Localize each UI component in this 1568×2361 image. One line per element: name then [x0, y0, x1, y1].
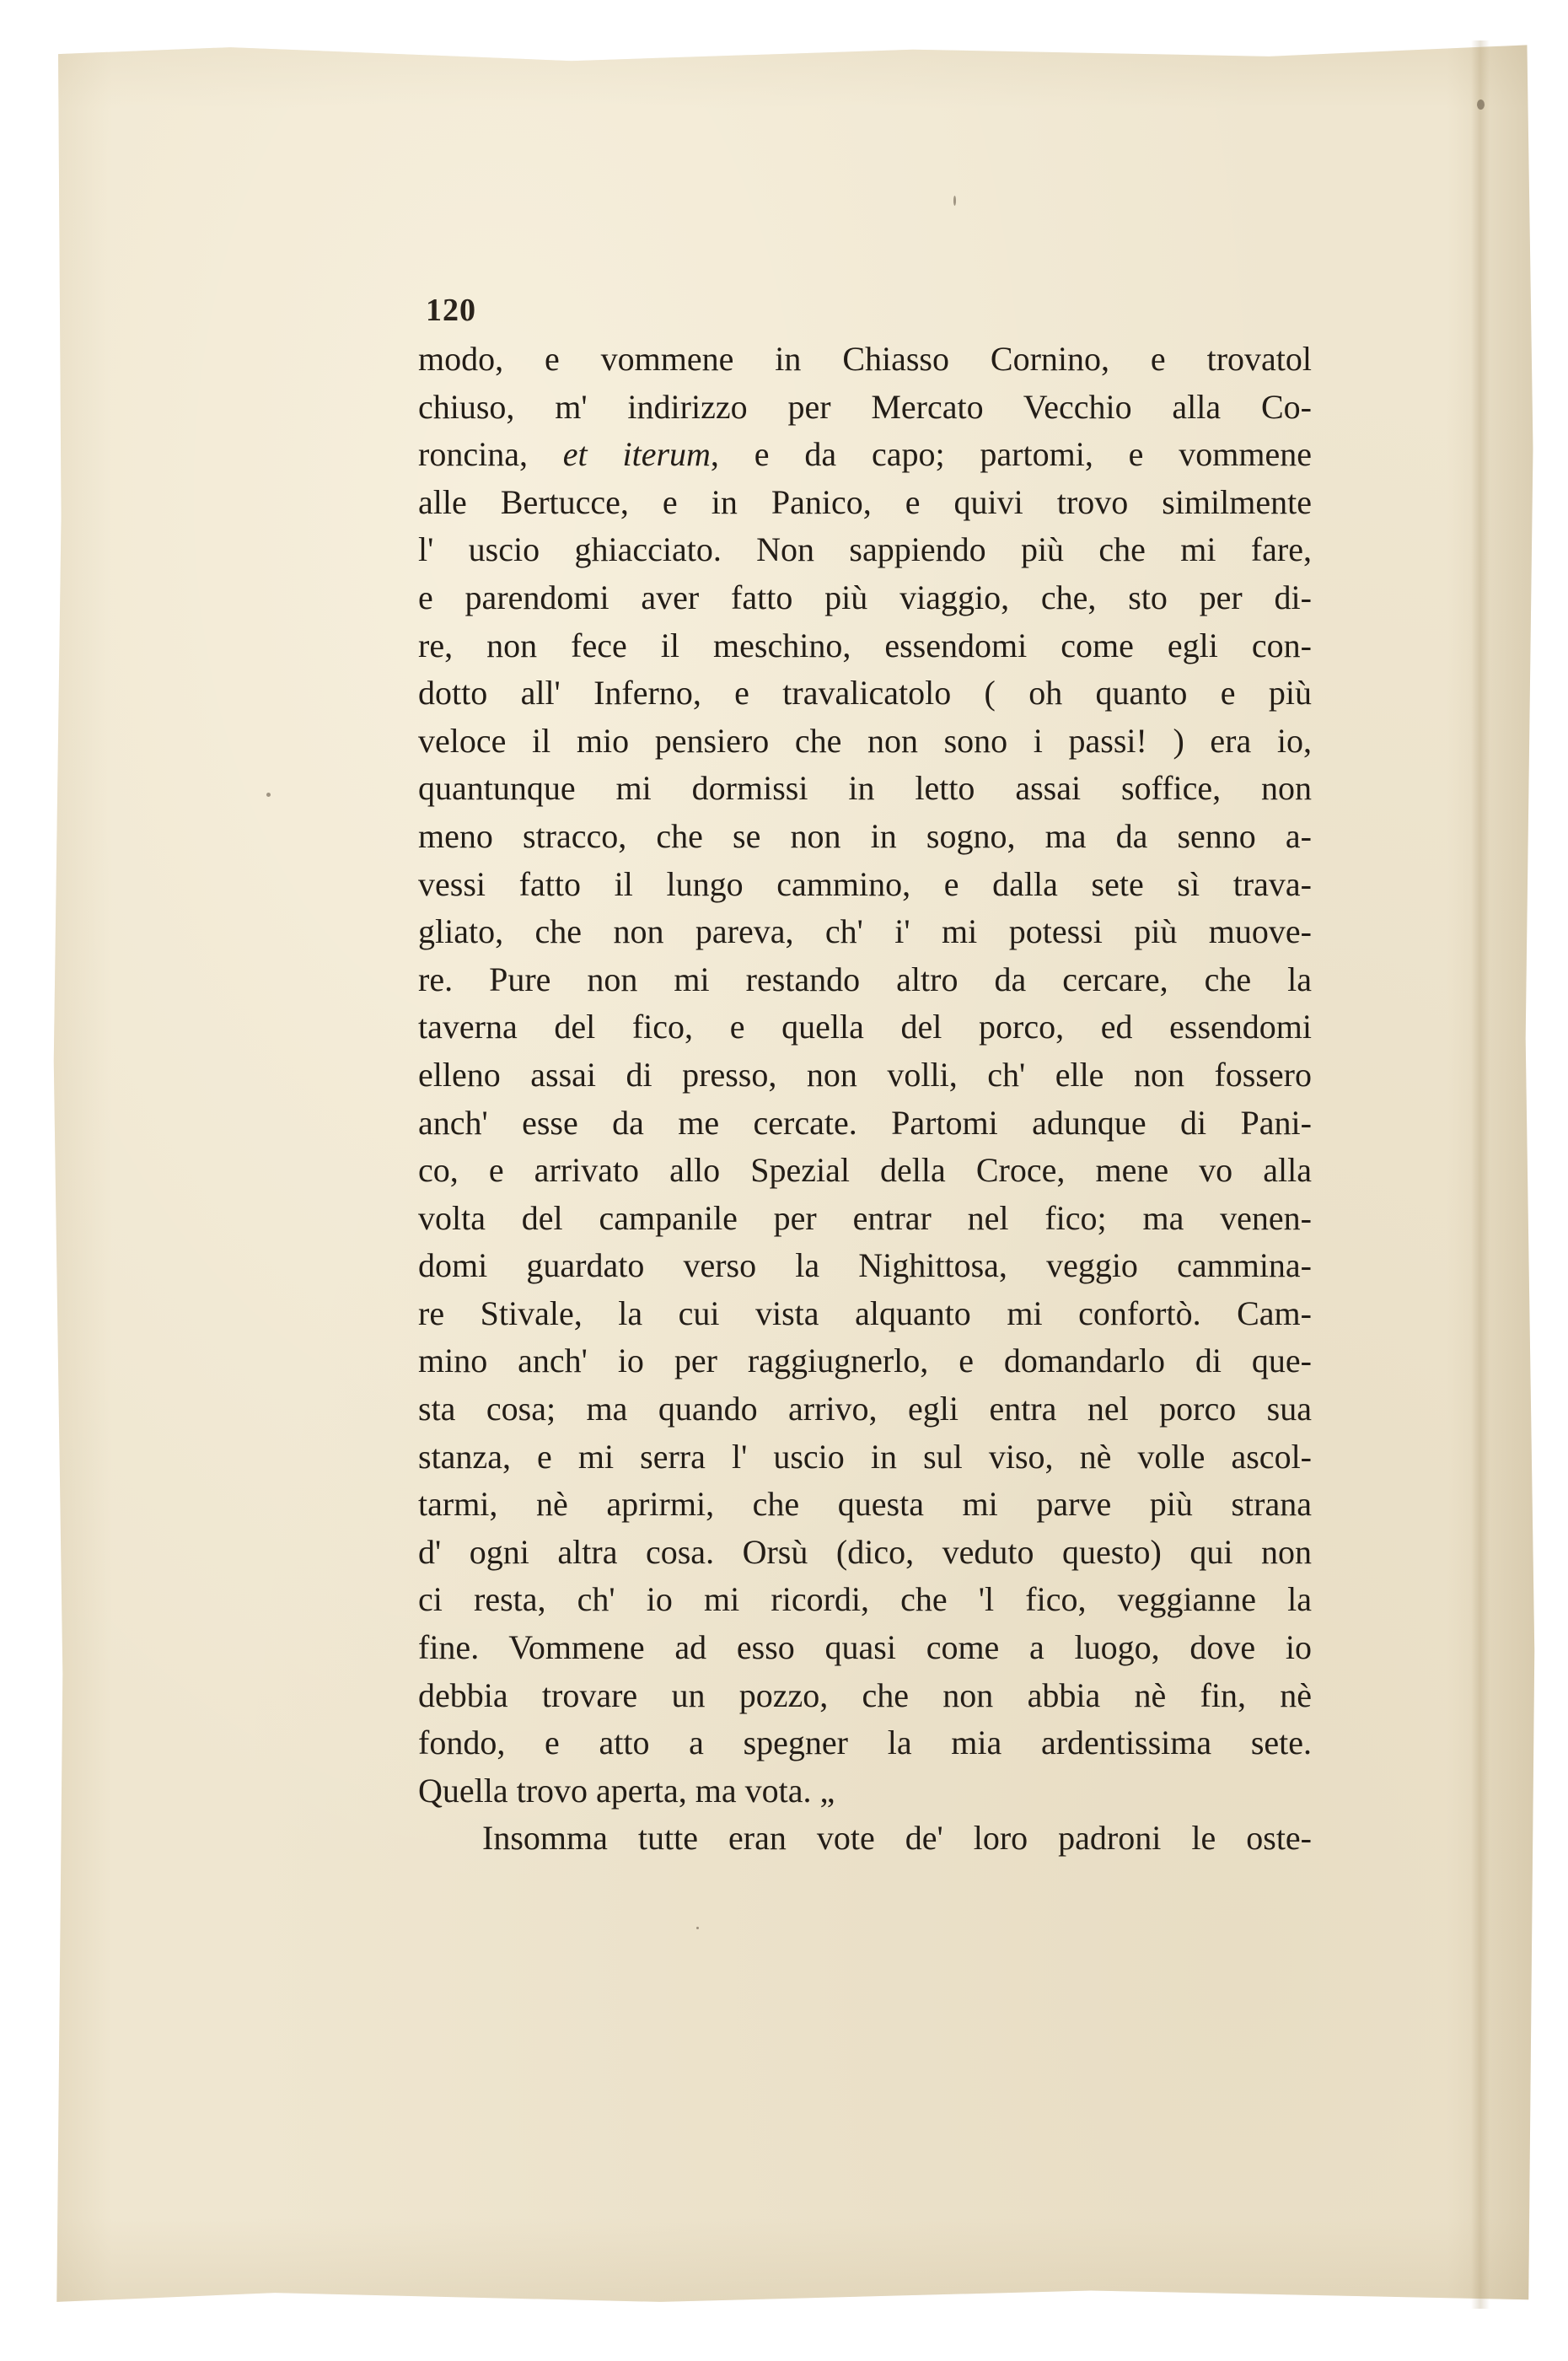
- text-line: gliato, che non pareva, ch' i' mi potessi più muove-: [418, 912, 1312, 951]
- text-line: taverna del fico, e quella del porco, ed essendomi: [418, 1008, 1312, 1046]
- text-line: Insomma tutte eran vote de' loro padroni le oste-: [482, 1819, 1312, 1858]
- text-line: re Stivale, la cui vista alquanto mi confortò. Cam-: [418, 1293, 1312, 1332]
- text-line: domi guardato verso la Nighittosa, veggio cammina-: [418, 1246, 1312, 1285]
- text-line: d' ogni altra cosa. Orsù (dico, veduto questo) qui non: [418, 1532, 1312, 1571]
- text-line: e parendomi aver fatto più viaggio, che, sto per di-: [418, 578, 1312, 616]
- text-line: volta del campanile per entrar nel fico; ma venen-: [418, 1198, 1312, 1237]
- paper-fold-crease: [1471, 40, 1490, 2309]
- text-segment: , e da capo; partomi, e vommene: [710, 435, 1312, 474]
- body-text: [418, 336, 1312, 1863]
- text-line: chiuso, m' indirizzo per Mercato Vecchio alla Co-: [418, 387, 1312, 426]
- text-line: [418, 431, 1312, 479]
- text-line: quantunque mi dormissi in letto assai soffice, non: [418, 769, 1312, 808]
- page-number: 120: [426, 293, 476, 328]
- text-line: mino anch' io per raggiugnerlo, e domandarlo di que-: [418, 1342, 1312, 1380]
- text-line: debbia trovare un pozzo, che non abbia nè fin, nè: [418, 1675, 1312, 1714]
- text-line: fine. Vommene ad esso quasi come a luogo, dove io: [418, 1628, 1312, 1667]
- text-line: re, non fece il meschino, essendomi come egli con-: [418, 626, 1312, 664]
- text-line: meno stracco, che se non in sogno, ma da senno a-: [418, 816, 1312, 855]
- text-line: stanza, e mi serra l' uscio in sul viso, nè volle ascol-: [418, 1437, 1312, 1476]
- ink-speck: [266, 793, 271, 797]
- text-line: modo, e vommene in Chiasso Cornino, e trovatol: [418, 340, 1312, 378]
- text-line: re. Pure non mi restando altro da cercare, che la: [418, 960, 1312, 998]
- ink-speck: [953, 196, 956, 206]
- ink-speck: [696, 1927, 699, 1929]
- text-line: anch' esse da me cercate. Partomi adunque di Pani-: [418, 1103, 1312, 1142]
- text-line: fondo, e atto a spegner la mia ardentissima sete.: [418, 1724, 1312, 1762]
- text-line: veloce il mio pensiero che non sono i passi! ) era io,: [418, 721, 1312, 760]
- text-segment: roncina,: [418, 435, 563, 474]
- italic-phrase: et iterum: [562, 435, 711, 474]
- text-line: co, e arrivato allo Spezial della Croce, mene vo alla: [418, 1151, 1312, 1190]
- text-line: alle Bertucce, e in Panico, e quivi trovo similmente: [418, 482, 1312, 521]
- text-line: dotto all' Inferno, e travalicatolo ( oh quanto e più: [418, 674, 1312, 713]
- text-line: l' uscio ghiacciato. Non sappiendo più che mi fare,: [418, 530, 1312, 569]
- text-line: ci resta, ch' io mi ricordi, che 'l fico, veggianne la: [418, 1580, 1312, 1619]
- text-line: vessi fatto il lungo cammino, e dalla sete sì trava-: [418, 864, 1312, 903]
- text-line: tarmi, nè aprirmi, che questa mi parve più strana: [418, 1485, 1312, 1524]
- text-line: sta cosa; ma quando arrivo, egli entra nel porco sua: [418, 1390, 1312, 1428]
- text-line: Quella trovo aperta, ma vota. „: [418, 1771, 835, 1810]
- ink-speck: [1477, 99, 1485, 110]
- text-line: elleno assai di presso, non volli, ch' elle non fossero: [418, 1055, 1312, 1094]
